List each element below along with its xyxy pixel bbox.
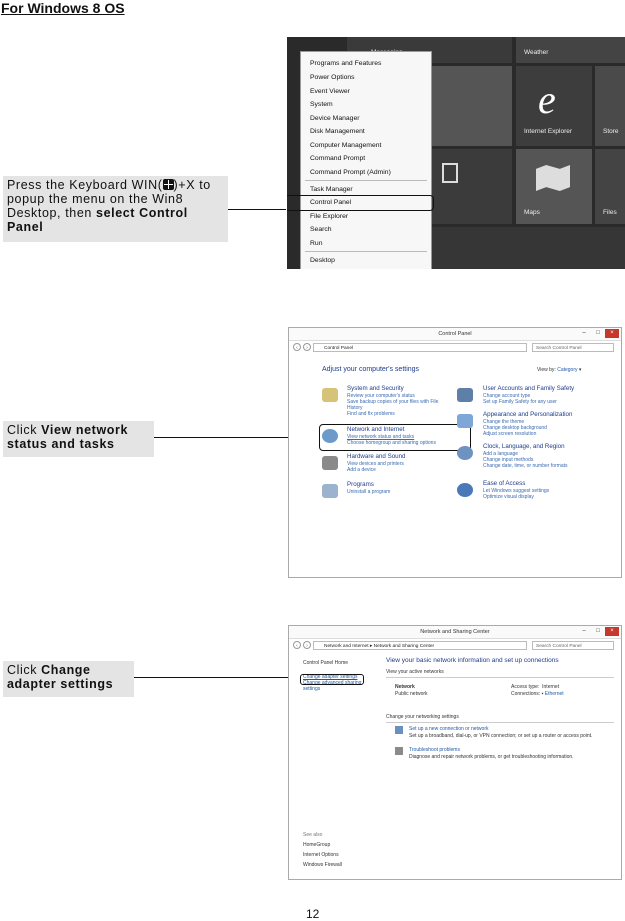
view-by-value: Category	[557, 367, 578, 373]
task-description: Diagnose and repair network problems, or get troubleshooting information.	[409, 754, 574, 760]
control-panel-home-link[interactable]: Control Panel Home	[303, 660, 349, 666]
cp-item-link[interactable]: History	[347, 405, 363, 411]
tile-label: Store	[603, 128, 619, 135]
ease-of-access-icon	[457, 483, 473, 497]
cp-item-title: Network and Internet	[347, 426, 405, 433]
page-heading: For Windows 8 OS	[1, 0, 125, 16]
cp-programs[interactable]	[347, 481, 467, 495]
task-troubleshoot	[409, 747, 574, 761]
cp-item-title: User Accounts and Family Safety	[483, 385, 575, 392]
step3-connector-line	[134, 677, 300, 678]
tile-maps[interactable]	[516, 149, 592, 224]
new-connection-icon	[395, 726, 403, 734]
menu-item-control-panel[interactable]: Control Panel	[310, 199, 352, 206]
network-internet-highlight	[319, 424, 471, 451]
divider	[386, 677, 614, 678]
step3-callout-pre: Click	[7, 663, 42, 677]
change-adapter-highlight	[300, 674, 364, 685]
see-also-link[interactable]: Internet Options	[303, 852, 339, 858]
menu-item-file-explorer[interactable]: File Explorer	[310, 213, 349, 220]
window-title: Control Panel	[438, 331, 472, 337]
step1-callout-pre: Press the Keyboard WIN(	[7, 178, 163, 192]
close-button[interactable]: ×	[605, 627, 619, 636]
step3-callout	[3, 661, 134, 697]
minimize-button[interactable]: –	[582, 628, 586, 634]
personalization-icon	[457, 414, 473, 428]
minimize-button[interactable]: –	[582, 330, 586, 336]
see-also-link[interactable]: Windows Firewall	[303, 862, 342, 868]
internet-explorer-icon: e	[538, 77, 556, 122]
cp-item-link[interactable]: Let Windows suggest settings	[483, 488, 550, 494]
breadcrumb-item[interactable]: Network and Internet	[324, 644, 369, 649]
menu-item-event-viewer[interactable]: Event Viewer	[310, 88, 350, 95]
cp-hardware-sound[interactable]	[347, 453, 467, 473]
tile-label: Weather	[524, 49, 549, 56]
cp-item-title: System and Security	[347, 385, 404, 392]
network-sharing-window	[288, 625, 622, 880]
access-type-value: Internet	[542, 684, 560, 690]
tile-photo[interactable]	[432, 66, 512, 146]
close-button[interactable]: ×	[605, 329, 619, 338]
programs-icon	[322, 484, 338, 498]
map-icon	[536, 165, 570, 191]
address-text: Control Panel	[324, 346, 354, 351]
see-also-link[interactable]: HomeGroup	[303, 842, 331, 848]
back-button[interactable]: ‹	[293, 343, 301, 351]
task-description: Set up a broadband, dial-up, or VPN connection; or set up a router or access point.	[409, 733, 593, 739]
network-name: Network	[395, 684, 415, 690]
page-title: Adjust your computer's settings	[322, 366, 420, 373]
cp-item-link[interactable]: Change date, time, or number formats	[483, 463, 568, 469]
control-panel-highlight	[287, 195, 434, 211]
winx-context-menu	[300, 51, 432, 269]
menu-item-run[interactable]: Run	[310, 240, 323, 247]
menu-item-search[interactable]: Search	[310, 226, 332, 233]
step2-callout	[3, 421, 154, 457]
tile-label: Maps	[524, 209, 540, 216]
cp-system-security[interactable]	[347, 385, 467, 417]
cp-appearance[interactable]	[483, 411, 613, 437]
network-info	[395, 684, 428, 698]
active-networks-label: View your active networks	[386, 669, 444, 675]
step1-connector-line	[228, 209, 286, 210]
shield-icon	[322, 388, 338, 402]
cp-item-title: Ease of Access	[483, 480, 526, 487]
cp-item-link[interactable]: Review your computer's status	[347, 393, 415, 399]
breadcrumb-item[interactable]: Network and Sharing Center	[373, 644, 435, 649]
cp-item-link[interactable]: Adjust screen resolution	[483, 431, 537, 437]
cp-item-title: Hardware and Sound	[347, 453, 406, 460]
address-bar[interactable]	[313, 343, 527, 352]
cp-item-link[interactable]: Set up Family Safety for any user	[483, 399, 557, 405]
cp-item-link[interactable]: Optimize visual display	[483, 494, 534, 500]
connections-label: Connections:	[511, 691, 541, 697]
cp-item-link[interactable]: Change desktop background	[483, 425, 547, 431]
cp-item-link[interactable]: Change account type	[483, 393, 531, 399]
search-placeholder: Search Control Panel	[536, 346, 582, 351]
cp-item-link[interactable]: Add a language	[483, 451, 519, 457]
tile-calendar[interactable]	[432, 149, 512, 224]
maximize-button[interactable]: □	[596, 628, 600, 634]
calendar-icon	[442, 163, 458, 183]
see-also	[303, 830, 342, 870]
step2-callout-pre: Click	[7, 423, 42, 437]
menu-item-system[interactable]: System	[310, 101, 333, 108]
tile-bottom-row	[432, 227, 625, 269]
tile-label: Files	[603, 209, 617, 216]
tile-internet-explorer[interactable]	[516, 66, 592, 146]
search-placeholder: Search Control Panel	[536, 644, 582, 649]
cp-clock-region[interactable]	[483, 443, 613, 469]
cp-item-link[interactable]: View devices and printers	[347, 461, 404, 467]
window-titlebar	[289, 626, 621, 639]
windows-logo-icon	[163, 179, 174, 190]
network-type: Public network	[395, 691, 428, 697]
tile-weather[interactable]	[516, 37, 625, 63]
cp-user-accounts[interactable]	[483, 385, 613, 405]
cp-item-link[interactable]: Change the theme	[483, 419, 525, 425]
change-settings-label: Change your networking settings	[386, 714, 459, 720]
main-heading: View your basic network information and set up connections	[386, 657, 559, 664]
menu-item-command-prompt[interactable]: Command Prompt	[310, 155, 366, 162]
step1-screenshot	[287, 37, 625, 269]
menu-item-device-manager[interactable]: Device Manager	[310, 115, 360, 122]
see-also-label: See also	[303, 832, 323, 838]
menu-item-desktop[interactable]: Desktop	[310, 257, 335, 264]
address-bar[interactable]: Network and Internet ▸ Network and Sharing Center	[313, 641, 527, 650]
cp-item-link[interactable]: Change input methods	[483, 457, 534, 463]
cp-item-link[interactable]: Add a device	[347, 467, 376, 473]
cp-item-title: Programs	[347, 481, 374, 488]
forward-button[interactable]: ›	[303, 343, 311, 351]
menu-item-computer-management[interactable]: Computer Management	[310, 142, 382, 149]
troubleshoot-icon	[395, 747, 403, 755]
cp-item-link[interactable]: Uninstall a program	[347, 489, 391, 495]
ethernet-icon: ▪	[541, 691, 544, 697]
change-advanced-sharing-link[interactable]: Change advanced sharing settings	[303, 680, 362, 692]
step1-callout-bold: select Control Panel	[7, 206, 188, 234]
cp-ease-of-access[interactable]	[483, 480, 613, 500]
menu-item-task-manager[interactable]: Task Manager	[310, 186, 353, 193]
view-by[interactable]: View by: Category ▾	[537, 367, 582, 373]
window-title: Network and Sharing Center	[420, 629, 490, 635]
menu-item-power-options[interactable]: Power Options	[310, 74, 355, 81]
tile-files[interactable]	[595, 149, 625, 224]
step1-callout-mid: )+X to popup the menu on the Win8 Desktop, then	[7, 178, 211, 220]
users-icon	[457, 388, 473, 402]
back-button[interactable]: ‹	[293, 641, 301, 649]
access-type-label: Access type:	[511, 684, 540, 690]
step2-callout-bold: View network status and tasks	[7, 423, 129, 451]
task-new-connection	[409, 726, 592, 740]
forward-button[interactable]: ›	[303, 641, 311, 649]
menu-separator	[305, 251, 427, 252]
printer-icon	[322, 456, 338, 470]
cp-item-link[interactable]: Choose homegroup and sharing options	[347, 440, 436, 446]
cp-item-title: Appearance and Personalization	[483, 411, 573, 418]
network-status	[511, 684, 564, 698]
menu-item-command-prompt-admin[interactable]: Command Prompt (Admin)	[310, 169, 391, 176]
ethernet-link[interactable]: Ethernet	[544, 691, 564, 697]
search-input[interactable]	[532, 641, 614, 650]
menu-item-programs-features[interactable]: Programs and Features	[310, 60, 382, 67]
search-input[interactable]	[532, 343, 614, 352]
maximize-button[interactable]: □	[596, 330, 600, 336]
step3-callout-bold: Change adapter settings	[7, 663, 114, 691]
control-panel-window	[288, 327, 622, 578]
troubleshoot-link[interactable]: Troubleshoot problems	[409, 747, 460, 753]
divider	[386, 722, 614, 723]
view-by-label: View by:	[537, 367, 556, 373]
menu-item-disk-management[interactable]: Disk Management	[310, 128, 365, 135]
menu-separator	[305, 180, 427, 181]
tile-label: Internet Explorer	[524, 128, 573, 135]
setup-connection-link[interactable]: Set up a new connection or network	[409, 726, 489, 732]
cp-item-link[interactable]: Find and fix problems	[347, 411, 395, 417]
clock-icon	[457, 446, 473, 460]
cp-item-link[interactable]: Save backup copies of your files with File	[347, 399, 439, 405]
page-number: 12	[306, 907, 320, 921]
window-titlebar	[289, 328, 621, 341]
tile-store[interactable]	[595, 66, 625, 146]
change-adapter-settings-link[interactable]: Change adapter settings	[303, 674, 358, 680]
step1-callout	[3, 176, 228, 242]
cp-item-title: Clock, Language, and Region	[483, 443, 565, 450]
view-network-status-link[interactable]: View network status and tasks	[347, 434, 415, 440]
